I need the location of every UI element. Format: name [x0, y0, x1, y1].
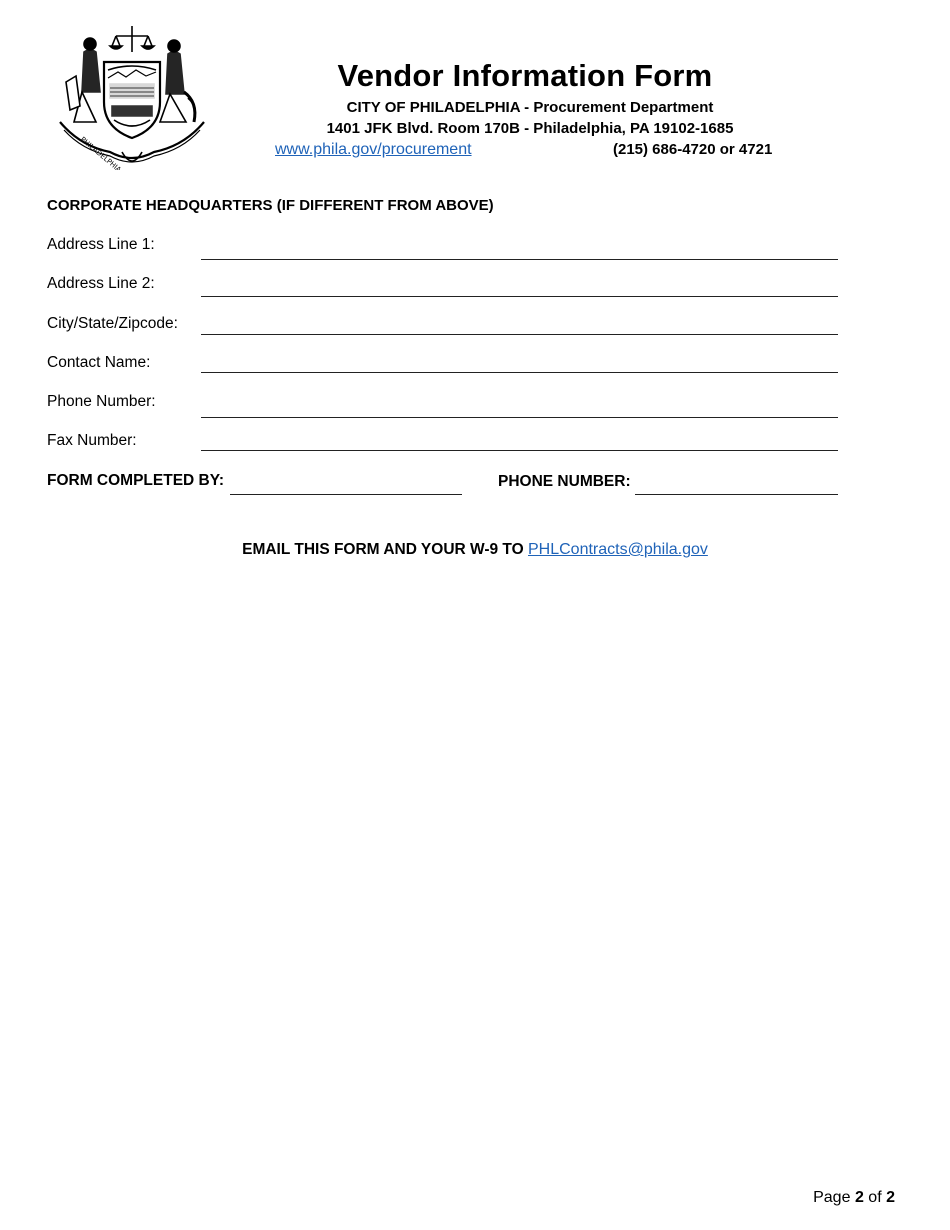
address-line-2-field[interactable]: [201, 296, 838, 297]
city-seal-logo: [52, 22, 212, 170]
address-line-1-field[interactable]: [201, 259, 838, 260]
address-line-2-label: Address Line 2:: [47, 275, 155, 292]
phone-number-field[interactable]: [201, 417, 838, 418]
page-title: Vendor Information Form: [337, 58, 713, 93]
email-instruction: [0, 541, 950, 559]
page-number: [813, 1189, 895, 1207]
department-address: 1401 JFK Blvd. Room 170B - Philadelphia, PA 19102-1685: [326, 120, 734, 137]
fax-number-field[interactable]: [201, 450, 838, 451]
contact-name-field[interactable]: [201, 372, 838, 373]
completed-by-phone-label: PHONE NUMBER:: [498, 473, 631, 490]
contact-name-label: Contact Name:: [47, 354, 151, 371]
phone-number-label: Phone Number:: [47, 393, 156, 410]
form-completed-by-label: FORM COMPLETED BY:: [47, 472, 225, 489]
completed-by-phone-field[interactable]: [635, 494, 838, 495]
department-phone: (215) 686-4720 or 4721: [613, 141, 773, 158]
city-state-zip-field[interactable]: [201, 334, 838, 335]
page-of: of: [868, 1189, 882, 1206]
form-completed-by-field[interactable]: [230, 494, 462, 495]
page-total: 2: [886, 1189, 895, 1206]
department-name: CITY OF PHILADELPHIA - Procurement Department: [346, 99, 714, 116]
seal-text: PHILADELPHIA MANEO: [78, 135, 145, 170]
email-address-link[interactable]: PHLContracts@phila.gov: [528, 541, 708, 558]
fax-number-label: Fax Number:: [47, 432, 137, 449]
address-line-1-label: Address Line 1:: [47, 236, 155, 253]
section-heading: CORPORATE HEADQUARTERS (IF DIFFERENT FROM ABOVE): [47, 197, 494, 214]
page-current: 2: [854, 1189, 864, 1206]
procurement-website-link[interactable]: www.phila.gov/procurement: [275, 141, 472, 158]
city-state-zip-label: City/State/Zipcode:: [47, 315, 178, 332]
email-instruction-text: EMAIL THIS FORM AND YOUR W-9 TO: [242, 541, 524, 558]
page-label: Page: [813, 1189, 851, 1206]
